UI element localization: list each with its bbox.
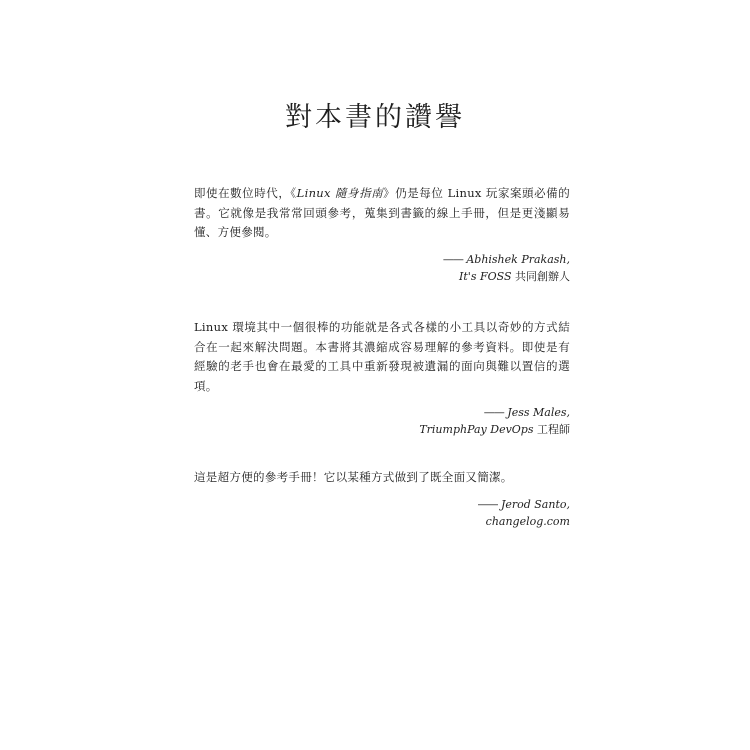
quote-text-part: Linux 環境其中一個很棒的功能就是各式各樣的小工具以奇妙的方式結合在一起來解決問題。本書將其濃縮成容易理解的參考資料。即使是有經驗的老手也會在最愛的工具中重新發現被遺漏的面向與難以置信的選項。 xyxy=(194,320,570,393)
author-name: Abhishek Prakash, xyxy=(466,252,570,266)
author-role: changelog.com xyxy=(485,514,570,528)
quote-text xyxy=(194,318,570,396)
attribution xyxy=(194,496,570,530)
attribution-author-line xyxy=(194,404,570,421)
attribution-role-line xyxy=(194,513,570,530)
em-dash: —— xyxy=(483,406,504,419)
attribution-author-line xyxy=(194,496,570,513)
page-title: 對本書的讚譽 xyxy=(285,102,465,133)
author-role: TriumphPay DevOps xyxy=(419,423,534,436)
author-role-cjk: 共同創辦人 xyxy=(511,269,570,283)
endorsement-quote xyxy=(194,468,570,530)
attribution xyxy=(194,251,570,285)
attribution-role-line xyxy=(194,421,570,438)
author-name: Jerod Santo, xyxy=(500,497,570,511)
author-name: Jess Males, xyxy=(507,406,570,419)
quote-text xyxy=(194,468,570,488)
book-title-emphasis: Linux 隨身指南 xyxy=(296,186,384,200)
quote-text-part: 》仍是每位 Linux 玩家案頭必備的書。它就像是我常常回頭參考，蒐集到書籤的線上手冊，但是更淺顯易懂、方便參閱。 xyxy=(194,186,570,239)
attribution-role-line xyxy=(194,268,570,285)
quote-text-part: 這是超方便的參考手冊！它以某種方式做到了既全面又簡潔。 xyxy=(194,470,513,484)
author-role: It's FOSS xyxy=(459,269,512,283)
endorsement-quote xyxy=(194,184,570,285)
quote-text xyxy=(194,184,570,243)
author-role-cjk: 工程師 xyxy=(533,423,570,436)
attribution-author-line xyxy=(194,251,570,268)
endorsement-quote xyxy=(194,318,570,438)
em-dash: —— xyxy=(442,252,463,266)
quote-text-part: 即使在數位時代，《 xyxy=(194,186,297,200)
attribution xyxy=(194,404,570,438)
em-dash: —— xyxy=(477,497,498,511)
